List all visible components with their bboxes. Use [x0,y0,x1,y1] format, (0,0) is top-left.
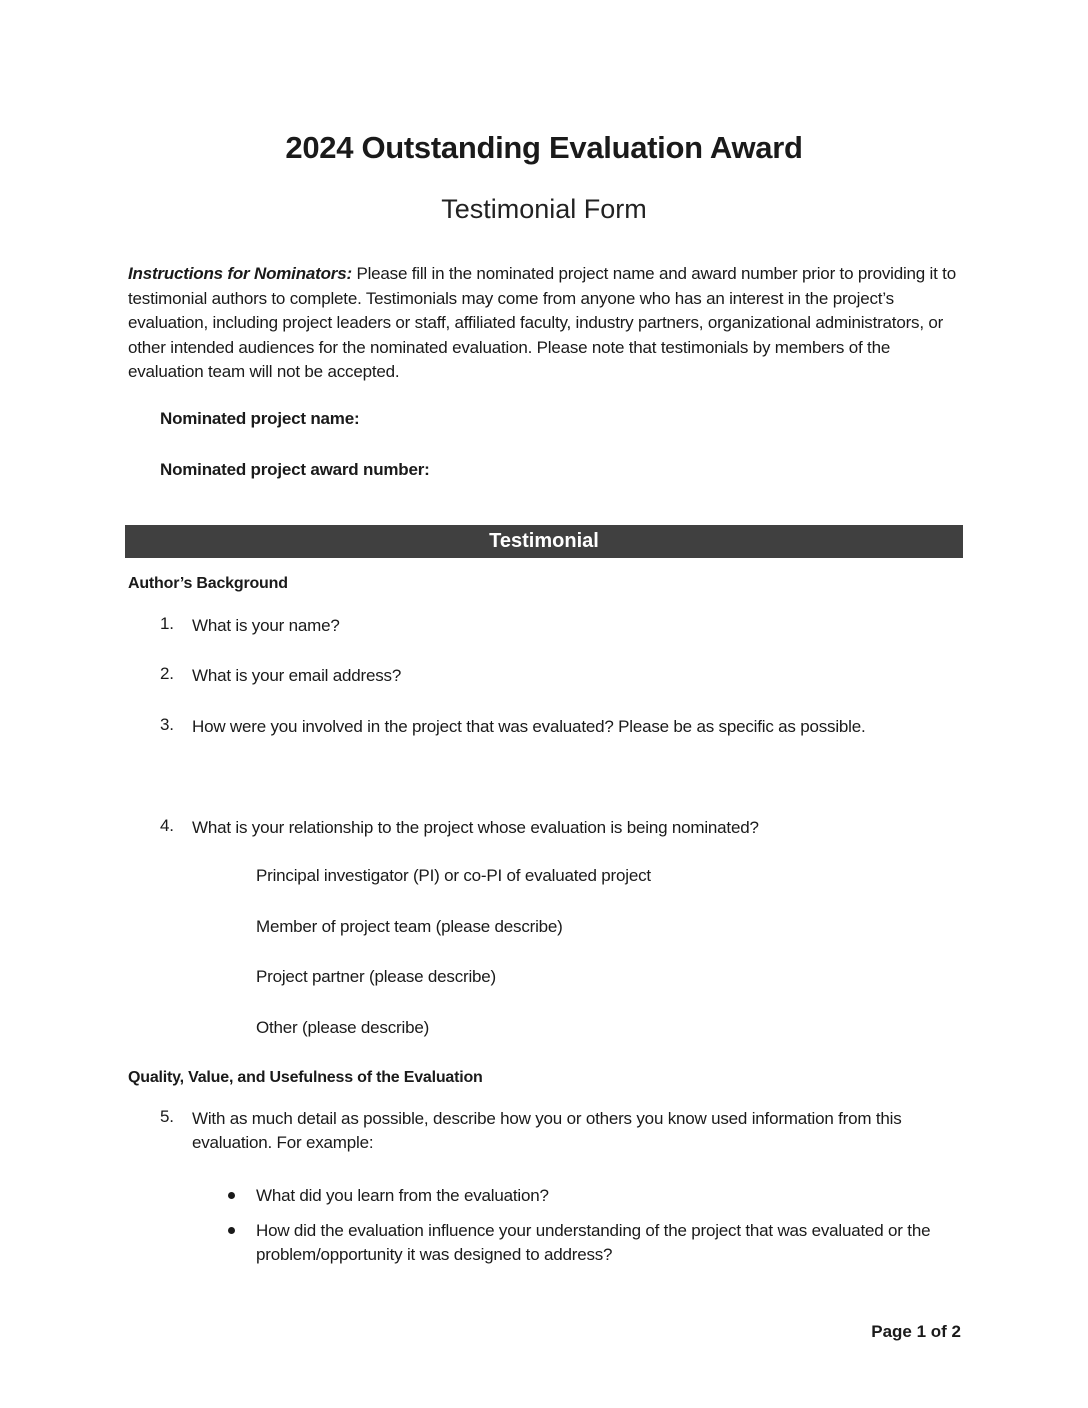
question-number: 1. [160,614,174,633]
question-number: 5. [160,1107,174,1126]
quality-heading: Quality, Value, and Usefulness of the Evaluation [128,1069,483,1086]
question-number: 3. [160,715,174,734]
instructions-paragraph [128,262,968,385]
section-title: Testimonial [489,530,599,552]
question-number: 2. [160,664,174,683]
relationship-option: Project partner (please describe) [256,967,497,986]
page-number: Page 1 of 2 [871,1322,961,1341]
relationship-option: Other (please describe) [256,1018,430,1037]
award-number-label: Nominated project award number: [160,460,430,479]
question-text: How were you involved in the project that was evaluated? Please be as specific as possible. [192,717,866,736]
question-text: With as much detail as possible, describe how you or others you know used information from this evaluation. For example: [192,1109,902,1152]
question-text: What is your email address? [192,666,402,685]
instructions-body: Please fill in the nominated project name and award number prior to providing it to testimonial authors to complete. Testimonials may come from anyone who has an interest in the project’s evaluation, including project leaders or staff, affiliated faculty, industry partners, organizational administrators, or other intended audiences for the nominated evaluation. Please note that testimonials by members of the evaluation team will not be accepted. [128,264,956,381]
authors-background-heading: Author’s Background [128,575,288,592]
question-text: What is your relationship to the project whose evaluation is being nominated? [192,818,759,837]
project-name-label: Nominated project name: [160,409,360,428]
bullet-icon [228,1227,235,1234]
relationship-option: Principal investigator (PI) or co-PI of evaluated project [256,866,651,885]
bullet-icon [228,1192,235,1199]
bullet-text: What did you learn from the evaluation? [256,1186,549,1205]
question-text: What is your name? [192,616,340,635]
page-subtitle: Testimonial Form [441,194,647,224]
relationship-option: Member of project team (please describe) [256,917,563,936]
question-number: 4. [160,816,174,835]
section-header-testimonial [125,525,963,558]
page-title: 2024 Outstanding Evaluation Award [285,130,803,165]
bullet-text: How did the evaluation influence your understanding of the project that was evaluated or the problem/opportunity it was designed to address? [256,1221,931,1264]
instructions-lead: Instructions for Nominators: [128,264,352,283]
